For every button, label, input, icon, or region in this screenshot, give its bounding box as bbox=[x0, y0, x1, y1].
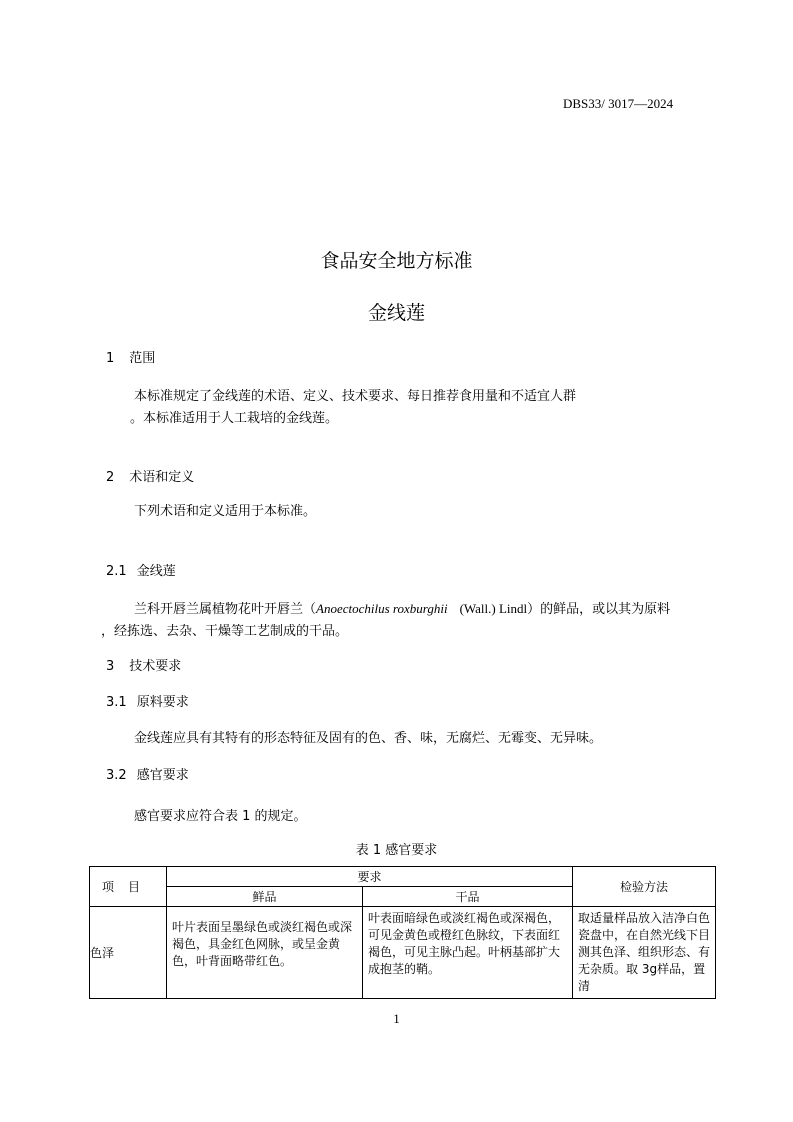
section-title: 术语和定义 bbox=[129, 470, 195, 485]
section-number: 2 bbox=[106, 470, 115, 485]
row-method: 取适量样品放入洁净白色瓷盘中，在自然光线下目测其色泽、组织形态、有无杂质。取 3g样品，置清 bbox=[573, 907, 716, 999]
page-title: 食品安全地方标准 bbox=[320, 250, 473, 272]
section-3-1-paragraph: 金线莲应具有其特有的形态特征及固有的色、香、味，无腐烂、无霉变、无异味。 bbox=[134, 731, 603, 746]
latin-species-name: Anoectochilus roxburghii bbox=[316, 601, 448, 616]
section-title: 感官要求 bbox=[136, 768, 189, 783]
section-number: 2.1 bbox=[106, 564, 127, 579]
definition-text: ）的鲜品，或以其为原料 bbox=[527, 602, 671, 617]
header-fresh: 鲜品 bbox=[167, 887, 363, 907]
row-fresh: 叶片表面呈墨绿色或淡红褐色或深褐色，具金红色网脉，或呈金黄色，叶背面略带红色。 bbox=[167, 907, 363, 999]
section-2-1-paragraph-line-2: ，经拣选、去杂、干燥等工艺制成的干品。 bbox=[101, 624, 349, 639]
species-authority: (Wall.) Lindl bbox=[459, 601, 528, 616]
sensory-requirements-table bbox=[89, 866, 716, 999]
header-dried: 干品 bbox=[363, 887, 573, 907]
section-1-heading bbox=[106, 347, 155, 366]
definition-text: 兰科开唇兰属植物花叶开唇兰（ bbox=[134, 602, 317, 617]
table-row bbox=[90, 907, 716, 999]
section-3-1-heading bbox=[106, 691, 189, 710]
section-title: 原料要求 bbox=[136, 695, 189, 710]
table-caption: 表 1 感官要求 bbox=[355, 843, 438, 858]
section-2-paragraph: 下列术语和定义适用于本标准。 bbox=[134, 504, 317, 519]
section-number: 3 bbox=[106, 659, 115, 674]
page-subtitle: 金线莲 bbox=[367, 302, 425, 324]
document-number: DBS33/ 3017—2024 bbox=[563, 96, 674, 111]
section-number: 3.1 bbox=[106, 695, 127, 710]
header-method: 检验方法 bbox=[573, 867, 716, 907]
section-3-2-heading bbox=[106, 764, 189, 783]
row-item: 色泽 bbox=[90, 907, 167, 999]
row-dried: 叶表面暗绿色或淡红褐色或深褐色，可见金黄色或橙红色脉纹，下表面红褐色，可见主脉凸起。叶柄基部扩大成抱茎的鞘。 bbox=[363, 907, 573, 999]
section-1-paragraph-line-2: 。本标准适用于人工栽培的金线莲。 bbox=[130, 411, 339, 426]
section-title: 金线莲 bbox=[136, 564, 176, 579]
section-number: 3.2 bbox=[106, 768, 127, 783]
section-3-2-paragraph: 感官要求应符合表 1 的规定。 bbox=[134, 809, 307, 824]
header-requirement: 要求 bbox=[167, 867, 573, 887]
section-3-heading bbox=[106, 655, 181, 674]
header-item: 项目 bbox=[90, 867, 167, 907]
section-number: 1 bbox=[106, 351, 115, 366]
section-2-1-heading bbox=[106, 560, 176, 579]
section-1-paragraph-line-1: 本标准规定了金线莲的术语、定义、技术要求、每日推荐食用量和不适宜人群 bbox=[134, 389, 577, 404]
section-2-heading bbox=[106, 466, 194, 485]
section-title: 范围 bbox=[129, 351, 156, 366]
section-2-1-paragraph-line-1 bbox=[134, 598, 670, 617]
section-title: 技术要求 bbox=[129, 659, 182, 674]
page-number: 1 bbox=[393, 1011, 400, 1026]
